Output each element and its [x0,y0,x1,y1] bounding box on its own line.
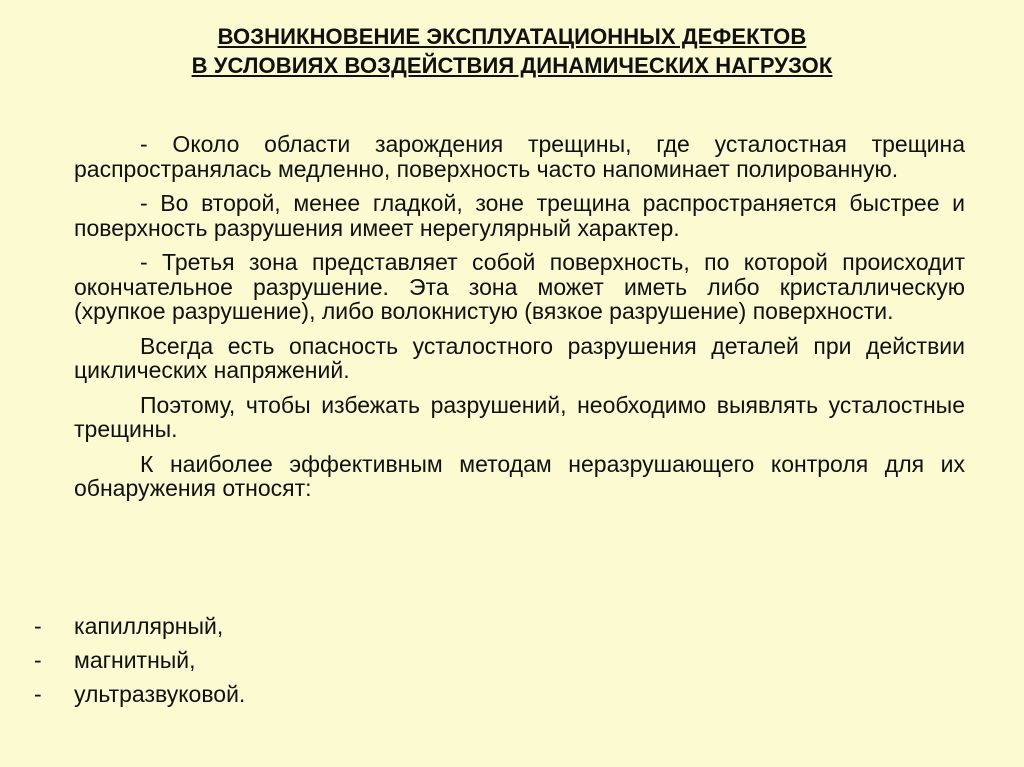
paragraph-third-zone: - Третья зона представляет собой поверхность, по которой происходит окончательное разрушение. Эта зона может иметь либо кристаллическую (хрупкое разрушение), либо волокнистую (вязкое разрушение) поверхности. [74,249,965,324]
paragraph-detect-cracks: Поэтому, чтобы избежать разрушений, необходимо выявлять усталостные трещины. [74,391,965,442]
paragraph-fatigue-danger: Всегда есть опасность усталостного разрушения деталей при действии циклических напряжений. [74,332,965,383]
paragraph-crack-origin: - Около области зарождения трещины, где усталостная трещина распространялась медленно, поверхность часто напоминает полированную. [74,131,965,182]
list-item [0,648,1024,682]
slide-title [70,22,954,80]
list-item [0,682,1024,716]
methods-list [0,614,1024,716]
paragraph-methods-intro: К наиболее эффективным методам неразрушающего контроля для их обнаружения относят: [74,450,965,501]
body-text [74,132,965,511]
list-dash: - [34,681,42,707]
title-line-1: ВОЗНИКНОВЕНИЕ ЭКСПЛУАТАЦИОННЫХ ДЕФЕКТОВ [217,24,807,49]
list-item-label: ультразвуковой. [74,681,246,707]
paragraph-second-zone: - Во второй, менее гладкой, зоне трещина распространяется быстрее и поверхность разрушения имеет нерегулярный характер. [74,190,965,241]
list-dash: - [34,613,42,639]
list-item-label: капиллярный, [74,613,224,639]
list-dash: - [34,647,42,673]
title-line-2: В УСЛОВИЯХ ВОЗДЕЙСТВИЯ ДИНАМИЧЕСКИХ НАГРУЗОК [191,53,833,78]
list-item [0,614,1024,648]
list-item-label: магнитный, [74,647,196,673]
